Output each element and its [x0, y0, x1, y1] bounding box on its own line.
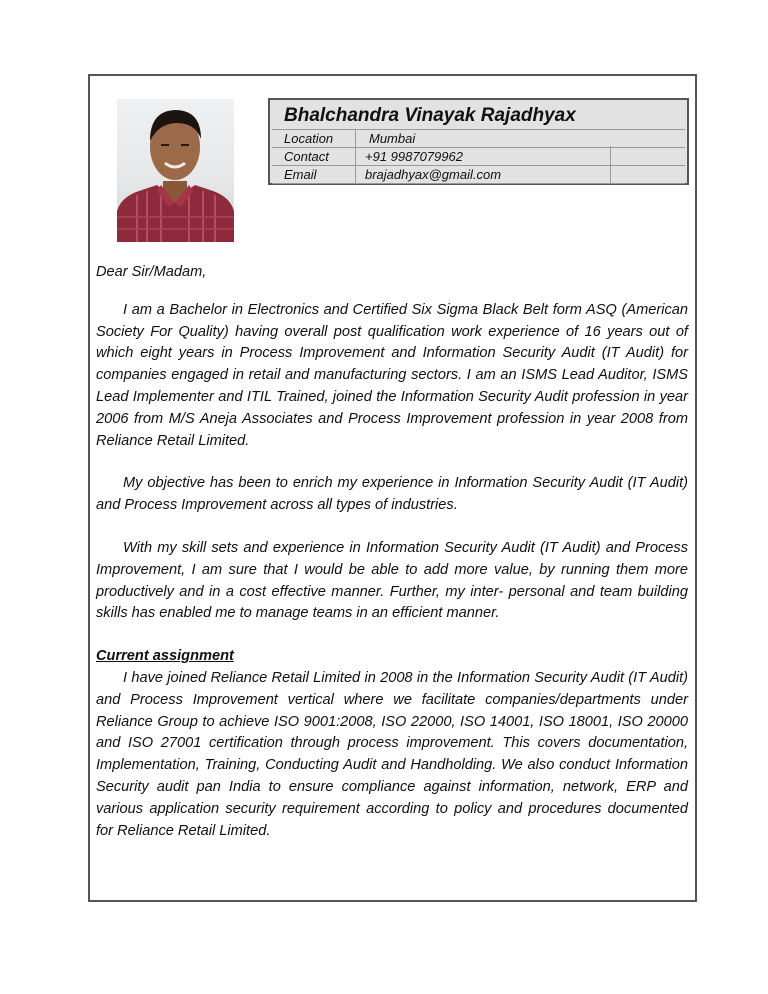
person-portrait-icon	[117, 99, 234, 242]
contact-label: Contact	[284, 149, 329, 164]
contact-header	[268, 98, 689, 185]
location-value: Mumbai	[369, 131, 416, 146]
contact-value: +91 9987079962	[365, 149, 463, 164]
paragraph-introduction: I am a Bachelor in Electronics and Certified Six Sigma Black Belt form ASQ (American Society For Quality) having overall post qualification work experience of 16 years out of which eight years in Process Improvement and Information Security Audit (IT Audit) for companies engaged in retail and manufacturing sectors. I am an ISMS Lead Auditor, ISMS Lead Implementer and ITIL Trained, joined the Information Security Audit profession in year 2006 from M/S Aneja Associates and Process Improvement profession in year 2008 from Reliance Retail Limited.	[96, 301, 688, 449]
contact-row	[284, 149, 463, 164]
profile-photo	[117, 99, 234, 242]
paragraph-current-assignment: I have joined Reliance Retail Limited in 2008 in the Information Security Audit (IT Audit) and Process Improvement vertical where we facilitate companies/departments under Reliance Group to achieve ISO 9001:2008, ISO 22000, ISO 14001, ISO 18001, ISO 20000 and ISO 27001 certification through process improvement. This covers documentation, Implementation, Training, Conducting Audit and Handholding. We also conduct Information Security audit pan India to ensure compliance against information, network, ERP and various application security requirement according to policy and procedures documented for Reliance Retail Limited.	[96, 669, 688, 839]
cover-letter-body	[96, 262, 688, 842]
current-assignment-heading: Current assignment	[96, 648, 234, 665]
email-label: Email	[284, 167, 317, 182]
location-label: Location	[284, 131, 334, 146]
candidate-name: Bhalchandra Vinayak Rajadhyax	[284, 105, 576, 126]
salutation: Dear Sir/Madam,	[96, 264, 207, 280]
paragraph-objective: My objective has been to enrich my experience in Information Security Audit (IT Audit) and Process Improvement across all types of industries.	[96, 475, 688, 514]
location-row	[284, 131, 416, 146]
email-row	[284, 167, 502, 182]
paragraph-skills: With my skill sets and experience in Information Security Audit (IT Audit) and Process Improvement, I am sure that I would be able to add more value, by running them more productively and in a cost effective manner. Further, my inter- personal and team building skills has enabled me to manage teams in an efficient manner.	[96, 539, 688, 622]
email-value[interactable]: brajadhyax@gmail.com	[365, 167, 502, 182]
